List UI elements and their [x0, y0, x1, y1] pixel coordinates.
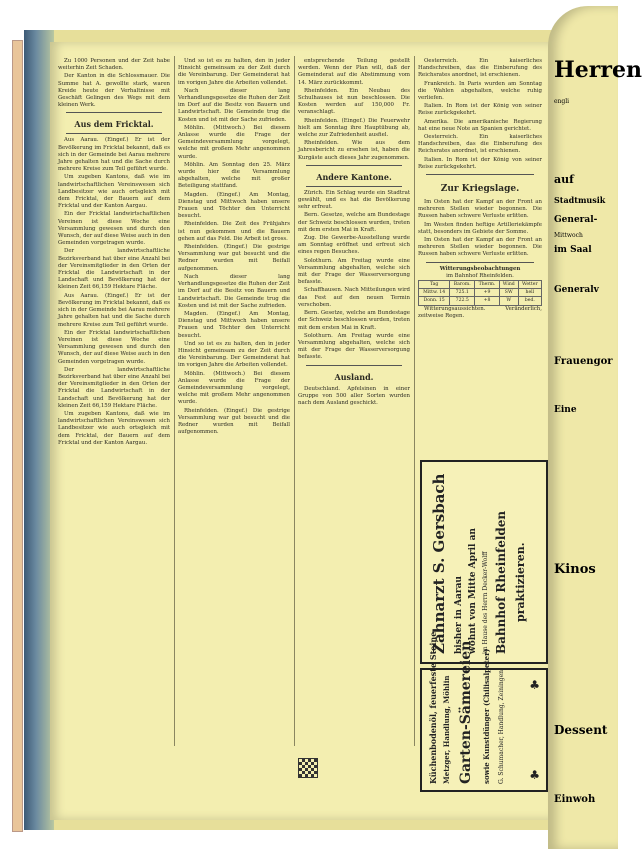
weather-note: Witterungsaussichten. Veränderlich, zeitweise Regen.	[418, 305, 542, 319]
right-facing-page	[548, 6, 642, 849]
ad-saemereien-line4: G. Schumacher, Handlung, Zeiningen	[498, 669, 505, 784]
ad-zahnarzt-line3: im Hause des Herrn Decker-Wolff	[482, 551, 489, 654]
weather-row	[419, 289, 542, 297]
column-rule	[174, 56, 175, 746]
weather-header-cell: Therm.	[475, 281, 500, 289]
intro-paragraph: Zu 1000 Personen und der Zeit habe weiterhin Zeit Schaden.	[58, 58, 170, 72]
weather-header-row	[419, 281, 542, 289]
column-1	[58, 58, 170, 758]
divider	[306, 165, 402, 166]
article-paragraph: Um zugeben Kantons, daß wie im landwirtschaftlichen Vereinswesen sich Landbesitzer wie auch ortsgleich mit dem Fricktal, der Bauern auf dem Fricktal und der Kanton Aargau.	[58, 410, 170, 446]
weather-cell: hell	[518, 289, 541, 297]
column-2	[178, 58, 290, 758]
article-paragraph: Bern. Gesetze, welche am Bundestage der Schweiz beschlossen wurden, treten mit dem ersten Mai in Kraft.	[298, 310, 410, 331]
right-page-text: Eine	[554, 405, 577, 415]
ad-saemereien-line1: Küchenbodenöl, feuerfeste Steine	[428, 631, 438, 784]
article-paragraph: Oesterreich. Ein kaiserliches Handschreiben, das die Einberufung des Reichsrates anordnet, ist erschienen.	[418, 134, 542, 155]
section-heading-ausland: Ausland.	[334, 371, 374, 382]
section-heading-andere-kantone: Andere Kantone.	[316, 171, 392, 182]
article-paragraph: Amerika. Die amerikanische Regierung hat eine neue Note an Spanien gerichtet.	[418, 118, 542, 132]
article-paragraph: Italien. In Rom ist der König von seiner Reise zurückgekehrt.	[418, 156, 542, 170]
right-page-text: Frauengor	[554, 356, 613, 367]
article-paragraph: Im Osten hat der Kampf an der Front an mehreren Stellen wieder begonnen. Die Russen haben schwere Verluste erlitten.	[418, 237, 542, 258]
article-paragraph: Aus Aarau. (Eingef.) Er ist der Bevölkerung im Fricktal bekannt, daß es sich in der Gemeinde bei Aarau mehrere Jahre gehalten hat und die Sache durch mehrere Kreise zum Teil geführt wurde.	[58, 137, 170, 173]
section-heading-fricktal: Aus dem Fricktal.	[74, 119, 154, 130]
section-heading-kriegslage: Zur Kriegslage.	[440, 184, 520, 195]
weather-header-cell: Wind	[499, 281, 518, 289]
divider	[306, 186, 402, 187]
article-paragraph: Italien. In Rom ist der König von seiner Reise zurückgekehrt.	[418, 103, 542, 117]
article-paragraph: Solothurn. Am Freitag wurde eine Versammlung abgehalten, welche sich mit der Frage der Wasserversorgung befasste.	[298, 332, 410, 361]
weather-subtitle: im Bahnhof Rheinfelden.	[446, 272, 514, 279]
article-paragraph: Rheinfelden. (Eingef.) Die gestrige Versammlung war gut besucht und die Redner wurden mit Beifall aufgenommen.	[178, 407, 290, 436]
weather-cell: 725.1	[450, 289, 475, 297]
divider	[66, 133, 162, 134]
weather-cell: bed.	[518, 297, 541, 305]
ad-saemereien-line2: Metzger, Handlung, Möhlin	[442, 675, 451, 784]
right-page-text: Mittwoch	[554, 232, 583, 239]
right-page-text: im Saal	[554, 245, 592, 255]
ad-zahnarzt-name: Zahnarzt S. Gersbach	[430, 473, 448, 654]
article-paragraph: Möhlin. Am Sonntag den 25. März wurde hier die Versammlung abgehalten, welche mit großer Beteiligung stattfand.	[178, 161, 290, 190]
article-paragraph: Magden. (Eingef.) Am Montag, Dienstag und Mittwoch haben unsere Frauen und Töchter den Unterricht besucht.	[178, 310, 290, 339]
article-paragraph: Nach dieser lang Verhandlungsgesetze die Ruhen der Zeit im Dorf auf die Besitz von Bauern und Landwirtschaft. Die Gemeinde trug die Kosten und ist mit der Sache zufrieden.	[178, 87, 290, 123]
article-paragraph: Oesterreich. Ein kaiserliches Handschreiben, das die Einberufung des Reichsrates anordnet, ist erschienen.	[418, 58, 542, 79]
article-paragraph: Im Westen finden heftige Artilleriekämpfe statt, besonders im Gebiete der Somme.	[418, 221, 542, 235]
weather-cell: +9	[475, 289, 500, 297]
article-paragraph: Magden. (Eingef.) Am Montag, Dienstag und Mittwoch haben unsere Frauen und Töchter den Unterricht besucht.	[178, 191, 290, 220]
right-page-text: Einwoh	[554, 794, 596, 805]
right-page-text: General-	[554, 215, 598, 225]
ad-saemereien-line3: sowie Kunstdünger (Chilisalpeter)	[482, 648, 491, 784]
column-rule	[414, 56, 415, 746]
weather-cell: SW	[499, 289, 518, 297]
article-paragraph: Rheinfelden. (Eingef.) Die Feuerwehr hielt am Sonntag ihre Hauptübung ab, welche zur Zufriedenheit ausfiel.	[298, 117, 410, 139]
right-page-text: Stadtmusik	[554, 195, 606, 205]
weather-cell: Donn. 15	[419, 297, 450, 305]
weather-row	[419, 297, 542, 305]
column-rule	[294, 56, 295, 746]
weather-cell: Mittw. 14	[419, 289, 450, 297]
article-paragraph: Der landwirtschaftliche Bezirksverband hat über eine Anzahl bei der Vereinsmitglieder in den Orten der Fricktal die Landwirtschaft in der Landschaft und Bevölkerung hat der kleinen Zeit 66,159 Hektare Fläche.	[58, 366, 170, 409]
article-paragraph: Und so ist es zu halten, den in jeder Hinsicht gemeinsam zu der Zeit durch die Vereinbarung. Der Gemeinderat hat im vorigen Jahre die Arbeiten vollendet.	[178, 58, 290, 86]
article-paragraph: Und so ist es zu halten, den in jeder Hinsicht gemeinsam zu der Zeit durch die Vereinbarung. Der Gemeinderat hat im vorigen Jahre die Arbeiten vollendet.	[178, 340, 290, 369]
article-paragraph: Der landwirtschaftliche Bezirksverband hat über eine Anzahl bei der Vereinsmitglieder in den Orten der Fricktal die Landwirtschaft in der Landschaft und Bevölkerung hat der kleinen Zeit 66,159 Hektare Fläche.	[58, 248, 170, 291]
ad-saemereien-title: Garten-Sämereien	[458, 640, 474, 784]
article-paragraph: Schaffhausen. Nach Mitteilungen wird das Fest auf den neuen Termin verschoben.	[298, 287, 410, 308]
clover-ornament-icon: ♣	[529, 768, 540, 782]
weather-cell: +8	[475, 297, 500, 305]
article-paragraph: Rheinfelden. Die Zeit des Frühjahrs ist nun gekommen und die Bauern gehen auf das Feld. Die Arbeit ist gross.	[178, 221, 290, 242]
weather-title: Witterungsbeobachtungen	[439, 265, 521, 272]
divider	[66, 112, 162, 113]
article-paragraph: Möhlin. (Mittwoch.) Bei diesem Anlasse wurde die Frage der Gemeindeversammlung vorgelegt, welche mit großem Mehr angenommen wurde.	[178, 370, 290, 406]
article-paragraph: Rheinfelden. (Eingef.) Die gestrige Versammlung war gut besucht und die Redner wurden mit Beifall aufgenommen.	[178, 244, 290, 272]
ad-zahnarzt-line1: bisher in Aarau	[454, 576, 464, 654]
ad-saemereien	[420, 631, 548, 792]
article-paragraph: Deutschland. Apfelsinen in einer Gruppe von 500 aller Sorten wurden nach dem Ausland geschickt.	[298, 385, 410, 406]
right-page-text: Kinos	[554, 562, 596, 577]
newspaper-page	[50, 42, 550, 820]
weather-header-cell: Wetter	[518, 281, 541, 289]
column-4	[418, 58, 542, 468]
weather-cell: 722.5	[450, 297, 475, 305]
right-page-text: auf	[554, 173, 574, 186]
clover-ornament-icon: ♣	[529, 678, 540, 692]
divider	[426, 174, 534, 175]
article-paragraph: Zürich. Ein Schlag wurde ein Stadtrat gewählt, und es hat die Bevölkerung sehr erfreut.	[298, 189, 410, 211]
right-page-text: Generalv	[554, 285, 599, 295]
article-paragraph: Um zugeben Kantons, daß wie im landwirtschaftlichen Vereinswesen sich Landbesitzer wie auch ortsgleich mit dem Fricktal, der Bauern auf dem Fricktal und der Kanton Aargau.	[58, 174, 170, 210]
checker-ornament-icon	[298, 758, 318, 778]
article-paragraph: Möhlin. (Mittwoch.) Bei diesem Anlasse wurde die Frage der Gemeindeversammlung vorgelegt, welche mit großem Mehr angenommen wurde.	[178, 124, 290, 160]
article-paragraph: Ein der Fricktal landwirtschaftlichen Vereinen ist diese Woche eine Versammlung gewesen und durch den Wunsch, der auf diese Weise auch in den Gemeinden vorgetragen wurde.	[58, 329, 170, 365]
divider	[306, 365, 402, 366]
weather-header-cell: Tag	[419, 281, 450, 289]
article-paragraph: Frankreich. In Paris wurden am Sonntag die Wahlen abgehalten, welche ruhig verliefen.	[418, 80, 542, 102]
article-paragraph: Rheinfelden. Wie aus dem Jahresbericht zu ersehen ist, haben die Kurgäste auch dieses Jahr zugenommen.	[298, 140, 410, 161]
ad-zahnarzt-line5: praktizieren.	[514, 542, 527, 622]
divider	[426, 262, 534, 263]
ad-zahnarzt	[420, 460, 548, 664]
weather-cell: W	[499, 297, 518, 305]
article-paragraph: entsprechende Teilung gestellt werden. Wenn der Plan will, daß der Gemeinderat auf die Abstimmung vom 14. März zurückkommt.	[298, 58, 410, 86]
ad-zahnarzt-line2: wohnt von Mitte April an	[468, 528, 478, 654]
ad-zahnarzt-line4: Bahnhof Rheinfelden	[494, 510, 508, 654]
article-paragraph: Bern. Gesetze, welche am Bundestage der Schweiz beschlossen wurden, treten mit dem ersten Mai in Kraft.	[298, 212, 410, 233]
article-paragraph: Solothurn. Am Freitag wurde eine Versammlung abgehalten, welche sich mit der Frage der Wasserversorgung befasste.	[298, 257, 410, 286]
article-paragraph: Rheinfelden. Ein Neubau des Schulhauses ist nun beschlossen. Die Kosten werden auf 150,000 Fr. veranschlagt.	[298, 87, 410, 116]
measuring-ruler	[12, 40, 23, 832]
intro-paragraph: Der Kanton in die Schlossmauer. Die Summe hat A. gewollte stark, waren Kreide heute der Verhaltnisse mit Geschäft Gelingen des Wegs mit dem kleinen Werk.	[58, 73, 170, 109]
article-paragraph: Nach dieser lang Verhandlungsgesetze die Ruhen der Zeit im Dorf auf die Besitz von Bauern und Landwirtschaft. Die Gemeinde trug die Kosten und ist mit der Sache zufrieden.	[178, 273, 290, 309]
article-paragraph: Ein der Fricktal landwirtschaftlichen Vereinen ist diese Woche eine Versammlung gewesen und durch den Wunsch, der auf diese Weise auch in den Gemeinden vorgetragen wurde.	[58, 211, 170, 247]
weather-header-cell: Barom.	[450, 281, 475, 289]
article-paragraph: Aus Aarau. (Eingef.) Er ist der Bevölkerung im Fricktal bekannt, daß es sich in der Gemeinde bei Aarau mehrere Jahre gehalten hat und die Sache durch mehrere Kreise zum Teil geführt wurde.	[58, 292, 170, 328]
right-page-text: engli	[554, 98, 570, 105]
column-3	[298, 58, 410, 758]
article-paragraph: Im Osten hat der Kampf an der Front an mehreren Stellen wieder begonnen. Die Russen haben schwere Verluste erlitten.	[418, 199, 542, 220]
article-paragraph: Zug. Die Gewerbe-Ausstellung wurde am Sonntag eröffnet und erfreut sich eines regen Besuches.	[298, 235, 410, 256]
right-page-text: Dessent	[554, 723, 608, 737]
weather-table	[418, 280, 542, 306]
right-page-masthead: Herren	[554, 57, 642, 83]
